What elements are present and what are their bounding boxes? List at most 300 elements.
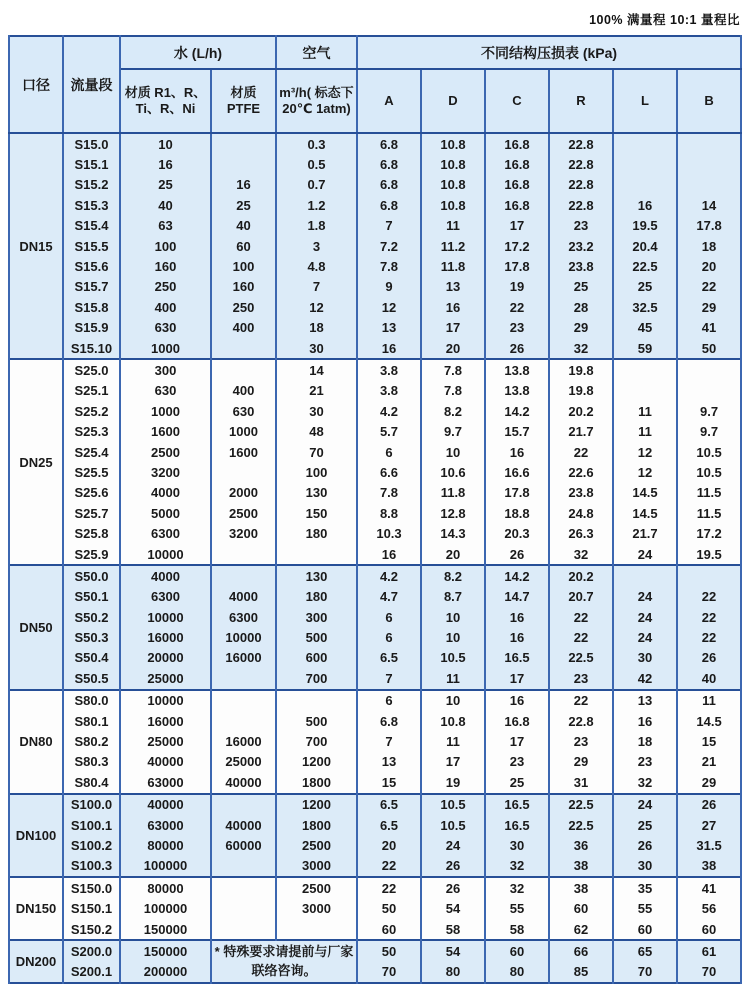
flow-segment-cell: S15.4	[63, 216, 120, 236]
water-metal-cell: 80000	[120, 835, 211, 855]
special-request-note: * 特殊要求请提前与厂家联络咨询。	[211, 940, 357, 983]
water-ptfe-cell: 3200	[211, 523, 276, 543]
pressure-d-cell: 58	[421, 919, 485, 940]
pressure-a-cell: 12	[357, 297, 421, 317]
water-metal-cell: 63	[120, 216, 211, 236]
pressure-d-cell: 10	[421, 607, 485, 627]
pressure-c-cell: 16	[485, 690, 549, 711]
flow-segment-cell: S15.10	[63, 338, 120, 359]
water-metal-cell: 25000	[120, 731, 211, 751]
flow-segment-cell: S80.1	[63, 711, 120, 731]
pressure-l-cell: 12	[613, 442, 677, 462]
pressure-r-cell: 22	[549, 607, 613, 627]
air-cell: 7	[276, 277, 357, 297]
pressure-a-cell: 70	[357, 962, 421, 983]
pressure-d-cell: 7.8	[421, 359, 485, 380]
pressure-d-cell: 24	[421, 835, 485, 855]
pressure-r-cell: 22.8	[549, 133, 613, 154]
table-row	[9, 483, 741, 503]
flow-segment-cell: S80.4	[63, 772, 120, 793]
air-cell: 18	[276, 318, 357, 338]
water-metal-cell: 40000	[120, 794, 211, 815]
pressure-b-cell: 22	[677, 277, 741, 297]
pressure-a-cell: 22	[357, 877, 421, 898]
pressure-d-cell: 54	[421, 898, 485, 918]
table-row	[9, 236, 741, 256]
water-ptfe-cell	[211, 794, 276, 815]
col-header-water-group: 水 (L/h)	[120, 36, 276, 69]
flow-segment-cell: S50.5	[63, 668, 120, 689]
pressure-a-cell: 22	[357, 856, 421, 877]
pressure-c-cell: 55	[485, 898, 549, 918]
water-metal-cell: 150000	[120, 919, 211, 940]
caliber-cell: DN80	[9, 690, 63, 794]
table-row	[9, 133, 741, 154]
flow-segment-cell: S50.4	[63, 648, 120, 668]
pressure-b-cell: 29	[677, 297, 741, 317]
pressure-b-cell: 11	[677, 690, 741, 711]
water-metal-cell: 1000	[120, 401, 211, 421]
pressure-r-cell: 23.8	[549, 256, 613, 276]
pressure-l-cell: 25	[613, 277, 677, 297]
water-ptfe-cell	[211, 338, 276, 359]
pressure-l-cell: 12	[613, 462, 677, 482]
pressure-r-cell: 19.8	[549, 381, 613, 401]
pressure-b-cell: 70	[677, 962, 741, 983]
pressure-d-cell: 10	[421, 442, 485, 462]
pressure-c-cell: 13.8	[485, 359, 549, 380]
flow-segment-cell: S100.1	[63, 815, 120, 835]
water-metal-cell: 10000	[120, 544, 211, 565]
full-scale-range-note: 100% 满量程 10:1 量程比	[589, 13, 740, 27]
col-header-flow-segment: 流量段	[63, 36, 120, 133]
pressure-r-cell: 22.8	[549, 154, 613, 174]
pressure-l-cell	[613, 175, 677, 195]
water-metal-cell: 10000	[120, 690, 211, 711]
pressure-l-cell: 18	[613, 731, 677, 751]
air-cell: 180	[276, 587, 357, 607]
table-row	[9, 835, 741, 855]
water-ptfe-cell	[211, 711, 276, 731]
pressure-d-cell: 16	[421, 297, 485, 317]
water-ptfe-cell	[211, 668, 276, 689]
air-cell: 1.2	[276, 195, 357, 215]
pressure-r-cell: 22.5	[549, 794, 613, 815]
pressure-c-cell: 17.8	[485, 483, 549, 503]
flow-segment-cell: S25.8	[63, 523, 120, 543]
pressure-l-cell	[613, 565, 677, 586]
pressure-r-cell: 25	[549, 277, 613, 297]
pressure-r-cell: 22.8	[549, 175, 613, 195]
pressure-d-cell: 11	[421, 668, 485, 689]
pressure-c-cell: 16	[485, 607, 549, 627]
pressure-r-cell: 23	[549, 731, 613, 751]
pressure-c-cell: 16.6	[485, 462, 549, 482]
pressure-b-cell	[677, 175, 741, 195]
air-cell: 0.3	[276, 133, 357, 154]
pressure-r-cell: 22.8	[549, 711, 613, 731]
water-metal-cell: 16000	[120, 711, 211, 731]
flow-segment-cell: S15.2	[63, 175, 120, 195]
pressure-c-cell: 17	[485, 731, 549, 751]
air-cell: 48	[276, 421, 357, 441]
pressure-d-cell: 26	[421, 877, 485, 898]
flow-segment-cell: S25.1	[63, 381, 120, 401]
pressure-r-cell: 22	[549, 627, 613, 647]
pressure-l-cell: 16	[613, 711, 677, 731]
water-metal-cell: 4000	[120, 565, 211, 586]
pressure-d-cell: 10	[421, 690, 485, 711]
table-row	[9, 401, 741, 421]
pressure-r-cell: 20.7	[549, 587, 613, 607]
air-cell: 500	[276, 627, 357, 647]
pressure-b-cell: 22	[677, 627, 741, 647]
pressure-l-cell: 30	[613, 856, 677, 877]
water-metal-cell: 6300	[120, 523, 211, 543]
pressure-c-cell: 22	[485, 297, 549, 317]
pressure-r-cell: 23	[549, 668, 613, 689]
air-cell: 21	[276, 381, 357, 401]
pressure-a-cell: 50	[357, 898, 421, 918]
pressure-l-cell: 59	[613, 338, 677, 359]
pressure-a-cell: 6.8	[357, 175, 421, 195]
pressure-a-cell: 16	[357, 544, 421, 565]
flow-segment-cell: S150.1	[63, 898, 120, 918]
pressure-r-cell: 31	[549, 772, 613, 793]
air-cell: 300	[276, 607, 357, 627]
water-metal-cell: 200000	[120, 962, 211, 983]
pressure-l-cell: 14.5	[613, 483, 677, 503]
pressure-l-cell	[613, 154, 677, 174]
pressure-c-cell: 80	[485, 962, 549, 983]
pressure-c-cell: 23	[485, 752, 549, 772]
pressure-r-cell: 22.8	[549, 195, 613, 215]
pressure-b-cell: 26	[677, 794, 741, 815]
pressure-c-cell: 17	[485, 668, 549, 689]
pressure-b-cell: 14.5	[677, 711, 741, 731]
pressure-c-cell: 14.2	[485, 401, 549, 421]
pressure-r-cell: 26.3	[549, 523, 613, 543]
pressure-d-cell: 20	[421, 338, 485, 359]
pressure-d-cell: 8.2	[421, 565, 485, 586]
air-cell: 70	[276, 442, 357, 462]
air-cell: 180	[276, 523, 357, 543]
table-row	[9, 544, 741, 565]
water-ptfe-cell: 40000	[211, 815, 276, 835]
pressure-r-cell: 22	[549, 690, 613, 711]
pressure-l-cell: 65	[613, 940, 677, 961]
air-cell: 600	[276, 648, 357, 668]
pressure-c-cell: 23	[485, 318, 549, 338]
water-ptfe-cell: 1000	[211, 421, 276, 441]
pressure-b-cell: 18	[677, 236, 741, 256]
water-metal-cell: 100000	[120, 898, 211, 918]
pressure-a-cell: 16	[357, 338, 421, 359]
pressure-a-cell: 7	[357, 731, 421, 751]
air-cell: 130	[276, 483, 357, 503]
pressure-b-cell: 17.8	[677, 216, 741, 236]
water-metal-cell: 2500	[120, 442, 211, 462]
water-ptfe-cell	[211, 133, 276, 154]
air-cell: 3	[276, 236, 357, 256]
pressure-b-cell: 27	[677, 815, 741, 835]
flow-segment-cell: S25.4	[63, 442, 120, 462]
pressure-c-cell: 16.8	[485, 195, 549, 215]
pressure-c-cell: 14.2	[485, 565, 549, 586]
air-cell	[276, 690, 357, 711]
pressure-b-cell	[677, 154, 741, 174]
pressure-b-cell	[677, 381, 741, 401]
table-row	[9, 462, 741, 482]
col-header-water-material-ptfe: 材质 PTFE	[211, 69, 276, 133]
table-header	[9, 36, 741, 133]
pressure-b-cell: 14	[677, 195, 741, 215]
air-cell	[276, 919, 357, 940]
pressure-a-cell: 9	[357, 277, 421, 297]
pressure-c-cell: 58	[485, 919, 549, 940]
pressure-r-cell: 22.5	[549, 648, 613, 668]
pressure-l-cell: 35	[613, 877, 677, 898]
pressure-l-cell	[613, 381, 677, 401]
pressure-c-cell: 16.8	[485, 154, 549, 174]
pressure-b-cell: 41	[677, 318, 741, 338]
caliber-cell: DN200	[9, 940, 63, 983]
water-ptfe-cell: 40000	[211, 772, 276, 793]
pressure-d-cell: 10.5	[421, 648, 485, 668]
pressure-d-cell: 9.7	[421, 421, 485, 441]
table-row	[9, 587, 741, 607]
pressure-a-cell: 6.8	[357, 711, 421, 731]
pressure-r-cell: 20.2	[549, 565, 613, 586]
water-metal-cell: 1000	[120, 338, 211, 359]
pressure-r-cell: 28	[549, 297, 613, 317]
flow-segment-cell: S200.0	[63, 940, 120, 961]
table-row	[9, 297, 741, 317]
col-header-pressure-d: D	[421, 69, 485, 133]
water-ptfe-cell: 60	[211, 236, 276, 256]
flow-segment-cell: S25.2	[63, 401, 120, 421]
table-row	[9, 919, 741, 940]
pressure-l-cell: 11	[613, 401, 677, 421]
col-header-pressure-c: C	[485, 69, 549, 133]
water-ptfe-cell	[211, 154, 276, 174]
pressure-b-cell: 60	[677, 919, 741, 940]
pressure-c-cell: 15.7	[485, 421, 549, 441]
pressure-l-cell: 60	[613, 919, 677, 940]
water-ptfe-cell: 2500	[211, 503, 276, 523]
water-metal-cell: 630	[120, 381, 211, 401]
pressure-a-cell: 4.2	[357, 565, 421, 586]
pressure-b-cell: 10.5	[677, 462, 741, 482]
pressure-a-cell: 6.8	[357, 195, 421, 215]
pressure-d-cell: 13	[421, 277, 485, 297]
pressure-l-cell: 24	[613, 544, 677, 565]
pressure-d-cell: 12.8	[421, 503, 485, 523]
pressure-d-cell: 11	[421, 731, 485, 751]
water-ptfe-cell	[211, 919, 276, 940]
pressure-l-cell: 30	[613, 648, 677, 668]
pressure-d-cell: 17	[421, 752, 485, 772]
flow-segment-cell: S15.7	[63, 277, 120, 297]
air-cell: 4.8	[276, 256, 357, 276]
table-row	[9, 256, 741, 276]
pressure-b-cell: 50	[677, 338, 741, 359]
table-row	[9, 216, 741, 236]
table-row	[9, 815, 741, 835]
pressure-r-cell: 62	[549, 919, 613, 940]
water-metal-cell: 3200	[120, 462, 211, 482]
pressure-a-cell: 13	[357, 752, 421, 772]
pressure-a-cell: 6.5	[357, 815, 421, 835]
water-metal-cell: 80000	[120, 877, 211, 898]
flow-segment-cell: S25.7	[63, 503, 120, 523]
caliber-cell: DN50	[9, 565, 63, 689]
table-row	[9, 711, 741, 731]
table-row	[9, 381, 741, 401]
pressure-b-cell: 10.5	[677, 442, 741, 462]
air-cell: 3000	[276, 898, 357, 918]
pressure-b-cell	[677, 565, 741, 586]
pressure-d-cell: 8.2	[421, 401, 485, 421]
water-ptfe-cell: 16	[211, 175, 276, 195]
pressure-d-cell: 10.8	[421, 175, 485, 195]
pressure-a-cell: 5.7	[357, 421, 421, 441]
pressure-r-cell: 32	[549, 338, 613, 359]
flow-segment-cell: S25.5	[63, 462, 120, 482]
pressure-l-cell: 24	[613, 794, 677, 815]
air-cell: 1.8	[276, 216, 357, 236]
pressure-l-cell: 26	[613, 835, 677, 855]
pressure-r-cell: 36	[549, 835, 613, 855]
table-row	[9, 154, 741, 174]
col-header-pressure-r: R	[549, 69, 613, 133]
pressure-d-cell: 54	[421, 940, 485, 961]
pressure-c-cell: 13.8	[485, 381, 549, 401]
flow-segment-cell: S80.3	[63, 752, 120, 772]
water-metal-cell: 630	[120, 318, 211, 338]
water-ptfe-cell: 25	[211, 195, 276, 215]
pressure-b-cell	[677, 359, 741, 380]
water-metal-cell: 63000	[120, 772, 211, 793]
water-metal-cell: 100000	[120, 856, 211, 877]
table-row	[9, 175, 741, 195]
pressure-d-cell: 19	[421, 772, 485, 793]
air-cell: 150	[276, 503, 357, 523]
water-ptfe-cell: 400	[211, 381, 276, 401]
pressure-r-cell: 20.2	[549, 401, 613, 421]
water-metal-cell: 400	[120, 297, 211, 317]
flow-segment-cell: S100.0	[63, 794, 120, 815]
water-ptfe-cell: 10000	[211, 627, 276, 647]
water-metal-cell: 160	[120, 256, 211, 276]
pressure-r-cell: 23.2	[549, 236, 613, 256]
pressure-a-cell: 6.8	[357, 133, 421, 154]
water-metal-cell: 100	[120, 236, 211, 256]
table-row	[9, 195, 741, 215]
pressure-c-cell: 16	[485, 627, 549, 647]
pressure-l-cell: 25	[613, 815, 677, 835]
pressure-d-cell: 10.8	[421, 133, 485, 154]
pressure-a-cell: 7.8	[357, 483, 421, 503]
water-ptfe-cell: 40	[211, 216, 276, 236]
pressure-r-cell: 19.8	[549, 359, 613, 380]
col-header-water-material-metal: 材质 R1、R、Ti、R、Ni	[120, 69, 211, 133]
pressure-l-cell: 24	[613, 627, 677, 647]
water-metal-cell: 10000	[120, 607, 211, 627]
pressure-c-cell: 20.3	[485, 523, 549, 543]
table-row	[9, 648, 741, 668]
flow-segment-cell: S80.2	[63, 731, 120, 751]
table-row	[9, 690, 741, 711]
pressure-c-cell: 17.8	[485, 256, 549, 276]
water-ptfe-cell	[211, 898, 276, 918]
table-row	[9, 962, 741, 983]
water-ptfe-cell: 4000	[211, 587, 276, 607]
flow-segment-cell: S15.3	[63, 195, 120, 215]
table-row	[9, 898, 741, 918]
pressure-a-cell: 6.8	[357, 154, 421, 174]
air-cell	[276, 544, 357, 565]
pressure-r-cell: 29	[549, 752, 613, 772]
pressure-d-cell: 20	[421, 544, 485, 565]
table-row	[9, 503, 741, 523]
pressure-l-cell: 32.5	[613, 297, 677, 317]
pressure-c-cell: 32	[485, 877, 549, 898]
pressure-d-cell: 10.8	[421, 154, 485, 174]
pressure-b-cell	[677, 133, 741, 154]
pressure-b-cell: 19.5	[677, 544, 741, 565]
air-cell: 14	[276, 359, 357, 380]
pressure-r-cell: 38	[549, 856, 613, 877]
flow-segment-cell: S80.0	[63, 690, 120, 711]
flow-segment-cell: S50.3	[63, 627, 120, 647]
pressure-b-cell: 9.7	[677, 421, 741, 441]
water-ptfe-cell: 630	[211, 401, 276, 421]
pressure-l-cell: 14.5	[613, 503, 677, 523]
flow-segment-cell: S150.2	[63, 919, 120, 940]
pressure-c-cell: 19	[485, 277, 549, 297]
pressure-l-cell: 22.5	[613, 256, 677, 276]
pressure-c-cell: 26	[485, 544, 549, 565]
water-metal-cell: 16	[120, 154, 211, 174]
water-metal-cell: 6300	[120, 587, 211, 607]
table-row	[9, 877, 741, 898]
table-row	[9, 442, 741, 462]
pressure-l-cell: 24	[613, 607, 677, 627]
water-metal-cell: 16000	[120, 627, 211, 647]
water-metal-cell: 10	[120, 133, 211, 154]
pressure-r-cell: 29	[549, 318, 613, 338]
pressure-a-cell: 7.8	[357, 256, 421, 276]
table-row	[9, 627, 741, 647]
pressure-b-cell: 26	[677, 648, 741, 668]
pressure-a-cell: 7.2	[357, 236, 421, 256]
pressure-l-cell: 16	[613, 195, 677, 215]
pressure-a-cell: 60	[357, 919, 421, 940]
pressure-b-cell: 29	[677, 772, 741, 793]
pressure-r-cell: 38	[549, 877, 613, 898]
water-metal-cell: 25000	[120, 668, 211, 689]
caliber-cell: DN150	[9, 877, 63, 940]
water-metal-cell: 1600	[120, 421, 211, 441]
pressure-l-cell: 70	[613, 962, 677, 983]
water-ptfe-cell	[211, 877, 276, 898]
flow-segment-cell: S200.1	[63, 962, 120, 983]
pressure-a-cell: 6	[357, 690, 421, 711]
flow-segment-cell: S100.3	[63, 856, 120, 877]
water-metal-cell: 40000	[120, 752, 211, 772]
pressure-r-cell: 22.5	[549, 815, 613, 835]
